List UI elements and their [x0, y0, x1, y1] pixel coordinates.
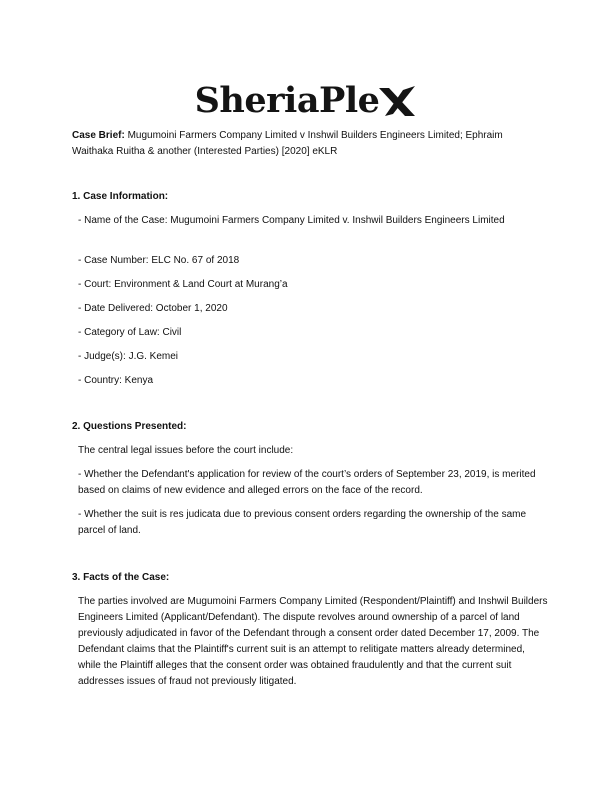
- court: - Court: Environment & Land Court at Murang’a: [78, 279, 288, 290]
- questions-intro: The central legal issues before the court include:: [78, 445, 294, 456]
- x-mark-icon: [377, 84, 417, 118]
- question-review: - Whether the Defendant's application for review of the court’s orders of September 23, 2019, is merited based on claims of new evidence and alleged errors on the face of the record.: [78, 469, 536, 496]
- category-of-law: - Category of Law: Civil: [78, 327, 182, 338]
- date-delivered: - Date Delivered: October 1, 2020: [78, 303, 228, 314]
- question-res-judicata: - Whether the suit is res judicata due to previous consent orders regarding the ownership of the same parcel of land.: [78, 509, 527, 536]
- section-2-heading: 2. Questions Presented:: [72, 421, 187, 432]
- country: - Country: Kenya: [78, 375, 154, 386]
- section-1-heading: 1. Case Information:: [72, 191, 169, 202]
- case-name: - Name of the Case: Mugumoini Farmers Company Limited v. Inshwil Builders Engineers Limited: [78, 215, 505, 226]
- facts-body: The parties involved are Mugumoini Farmers Company Limited (Respondent/Plaintiff) and Inshwil Builders Engineers Limited (Applicant/Defendant). The dispute revolves around ownership of a parcel of land previously adjudicated in favor of the Defendant through a consent order dated December 17, 2009. The Defendant claims that the Plaintiff's current suit is an attempt to relitigate matters already determined, while the Plaintiff alleges that the consent order was obtained fraudulently and that the current suit addresses issues of fraud not previously litigated.: [78, 596, 548, 687]
- case-brief: [72, 128, 542, 160]
- judges: - Judge(s): J.G. Kemei: [78, 351, 179, 362]
- logo-text: SheriaPle: [194, 79, 380, 121]
- case-brief-label: Case Brief:: [72, 130, 125, 141]
- case-number: - Case Number: ELC No. 67 of 2018: [78, 255, 240, 266]
- case-brief-text: Mugumoini Farmers Company Limited v Inshwil Builders Engineers Limited; Ephraim Waithaka Ruitha & another (Interested Parties) [2020] eKLR: [72, 130, 503, 157]
- sheriaplex-logo: [0, 76, 612, 124]
- section-3-heading: 3. Facts of the Case:: [72, 572, 170, 583]
